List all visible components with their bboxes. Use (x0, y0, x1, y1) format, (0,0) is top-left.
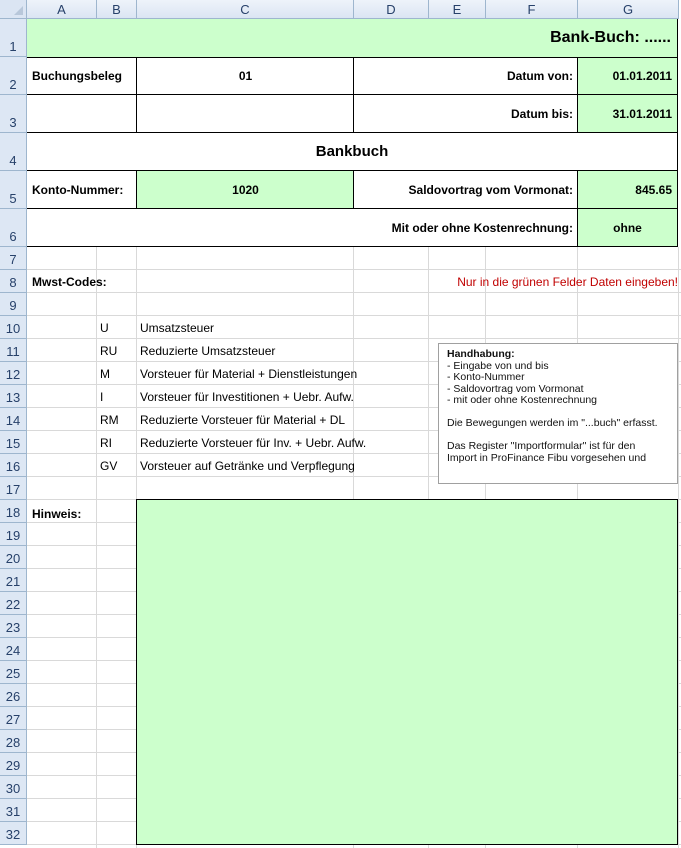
cell-c3[interactable] (136, 95, 354, 133)
section-title: Bankbuch (27, 133, 678, 171)
row-header-8[interactable]: 8 (0, 270, 27, 293)
row-header-13[interactable]: 13 (0, 385, 27, 408)
row-header-10[interactable]: 10 (0, 316, 27, 339)
instructions-textbox[interactable] (438, 343, 678, 484)
note-line: - Saldovortrag vom Vormonat (447, 382, 584, 395)
row-header-22[interactable]: 22 (0, 592, 27, 615)
row-header-23[interactable]: 23 (0, 615, 27, 638)
note-line: Die Bewegungen werden im "...buch" erfasst. (447, 417, 658, 429)
note-line: Import in ProFinance Fibu vorgesehen und (447, 451, 647, 464)
mwst-description: Umsatzsteuer (140, 320, 215, 335)
row-header-28[interactable]: 28 (0, 730, 27, 753)
mwst-code: RU (100, 343, 118, 358)
row-header-17[interactable]: 17 (0, 477, 27, 500)
datum-von-label: Datum von: (486, 57, 578, 95)
row-header-31[interactable]: 31 (0, 799, 27, 822)
row-header-27[interactable]: 27 (0, 707, 27, 730)
row-header-25[interactable]: 25 (0, 661, 27, 684)
column-header-c[interactable]: C (137, 0, 354, 19)
row-header-15[interactable]: 15 (0, 431, 27, 454)
mwst-description: Reduzierte Vorsteuer für Material + DL (140, 412, 346, 427)
datum-bis-label: Datum bis: (486, 95, 578, 133)
mwst-code: GV (100, 458, 118, 473)
hinweis-field[interactable] (136, 499, 678, 845)
note-title: Handhabung: (447, 348, 515, 360)
cell-d3[interactable] (353, 95, 486, 133)
select-all-corner[interactable] (0, 0, 27, 19)
row-header-2[interactable]: 2 (0, 57, 27, 95)
row-header-4[interactable]: 4 (0, 133, 27, 171)
green-fields-hint: Nur in die grünen Felder Daten eingeben! (457, 274, 678, 289)
cell-d2[interactable] (353, 57, 486, 95)
column-header-e[interactable]: E (429, 0, 486, 19)
mwst-description: Vorsteuer auf Getränke und Verpflegung (140, 458, 355, 473)
column-header-f[interactable]: F (486, 0, 578, 19)
note-line: - Eingabe von und bis (447, 359, 549, 372)
row-header-24[interactable]: 24 (0, 638, 27, 661)
saldo-field[interactable]: 845.65 (577, 171, 678, 209)
buchungsbeleg-label: Buchungsbeleg (27, 57, 137, 95)
kosten-field[interactable]: ohne (577, 209, 678, 247)
column-header-d[interactable]: D (354, 0, 429, 19)
buchungsbeleg-field[interactable]: 01 (136, 57, 354, 95)
note-line: - mit oder ohne Kostenrechnung (447, 394, 598, 406)
row-header-19[interactable]: 19 (0, 523, 27, 546)
mwst-label: Mwst-Codes: (32, 274, 107, 289)
hinweis-label: Hinweis: (32, 506, 82, 521)
konto-label: Konto-Nummer: (27, 171, 137, 209)
row-header-18[interactable]: 18 (0, 500, 27, 523)
note-line: Das Register "Importformular" ist für den (447, 440, 636, 452)
row-header-7[interactable]: 7 (0, 247, 27, 270)
row-header-29[interactable]: 29 (0, 753, 27, 776)
row-header-14[interactable]: 14 (0, 408, 27, 431)
row-header-1[interactable]: 1 (0, 19, 27, 57)
column-header-b[interactable]: B (97, 0, 137, 19)
mwst-code: U (100, 320, 109, 335)
row-header-21[interactable]: 21 (0, 569, 27, 592)
row-header-26[interactable]: 26 (0, 684, 27, 707)
mwst-code: I (100, 389, 104, 404)
row-header-6[interactable]: 6 (0, 209, 27, 247)
mwst-code: M (100, 366, 110, 381)
mwst-description: Reduzierte Umsatzsteuer (140, 343, 276, 358)
column-header-a[interactable]: A (27, 0, 97, 19)
row-header-11[interactable]: 11 (0, 339, 27, 362)
row-header-5[interactable]: 5 (0, 171, 27, 209)
datum-bis-field[interactable]: 31.01.2011 (577, 95, 678, 133)
page-title: Bank-Buch: ...... (550, 29, 671, 46)
row-header-20[interactable]: 20 (0, 546, 27, 569)
row-header-30[interactable]: 30 (0, 776, 27, 799)
saldo-label: Saldovortrag vom Vormonat: (353, 171, 578, 209)
column-header-g[interactable]: G (578, 0, 679, 19)
mwst-description: Reduzierte Vorsteuer für Inv. + Uebr. Aufw. (140, 435, 367, 450)
cell-a3[interactable] (27, 95, 137, 133)
row-header-16[interactable]: 16 (0, 454, 27, 477)
konto-field[interactable]: 1020 (136, 171, 354, 209)
row-header-9[interactable]: 9 (0, 293, 27, 316)
row-header-3[interactable]: 3 (0, 95, 27, 133)
kosten-label: Mit oder ohne Kostenrechnung: (27, 209, 578, 247)
mwst-code: RM (100, 412, 119, 427)
mwst-code: RI (100, 435, 112, 450)
mwst-description: Vorsteuer für Investitionen + Uebr. Aufw. (140, 389, 354, 404)
row-header-32[interactable]: 32 (0, 822, 27, 845)
row-header-12[interactable]: 12 (0, 362, 27, 385)
mwst-description: Vorsteuer für Material + Dienstleistungen (140, 366, 358, 381)
note-line: - Konto-Nummer (447, 371, 525, 383)
datum-von-field[interactable]: 01.01.2011 (577, 57, 678, 95)
title-cell[interactable] (27, 19, 678, 57)
